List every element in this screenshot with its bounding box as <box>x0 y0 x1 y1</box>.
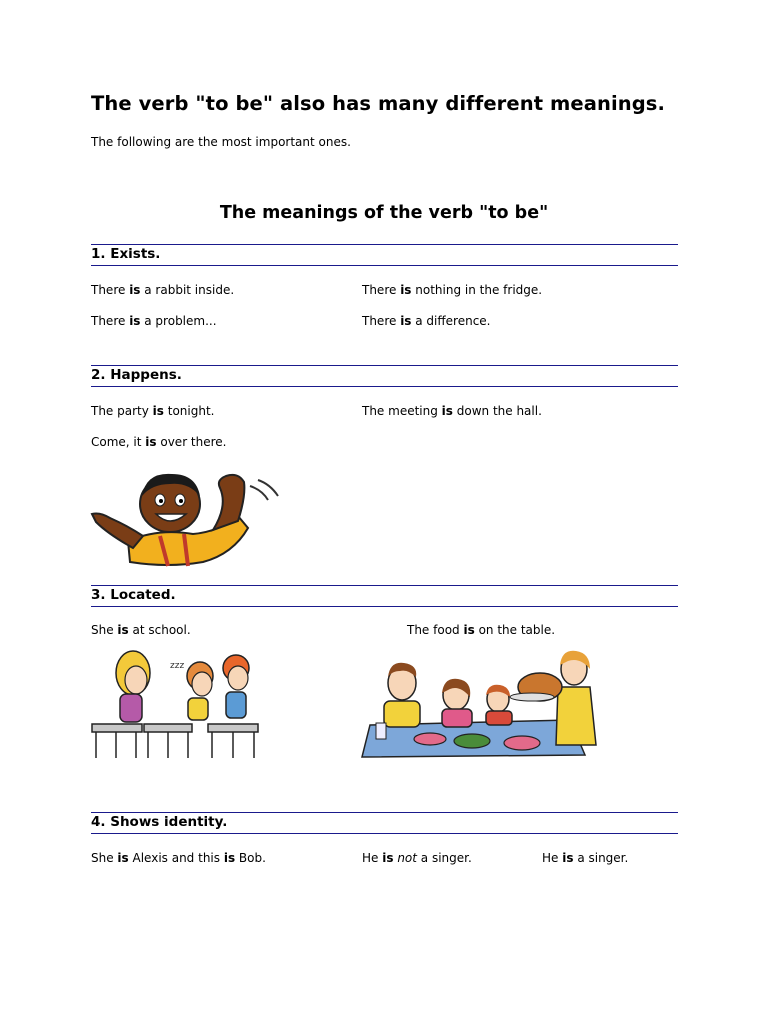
example-sentence: The food is on the table. <box>407 623 556 637</box>
section-heading: The meanings of the verb "to be" <box>219 203 549 223</box>
example-sentence: There is a rabbit inside. <box>91 283 235 297</box>
section-header-label: 3. Located. <box>91 587 176 603</box>
section-header-happens <box>91 365 678 387</box>
example-sentence: The party is tonight. <box>91 404 215 418</box>
section-header-label: 1. Exists. <box>91 246 161 262</box>
students-illustration <box>88 638 263 763</box>
example-sentence: He is a singer. <box>542 851 629 865</box>
section-header-located <box>91 585 678 607</box>
example-sentence: There is a problem... <box>91 314 217 328</box>
section-header-label: 4. Shows identity. <box>91 814 228 830</box>
section-header-label: 2. Happens. <box>91 367 182 383</box>
example-sentence: He is not a singer. <box>362 851 472 865</box>
example-sentence: The meeting is down the hall. <box>362 404 542 418</box>
svg-text:zzz: zzz <box>170 661 185 671</box>
example-sentence: There is nothing in the fridge. <box>362 283 543 297</box>
intro-text: The following are the most important ones. <box>91 135 351 149</box>
example-sentence: She is at school. <box>91 623 191 637</box>
example-sentence: Come, it is over there. <box>91 435 227 449</box>
section-header-identity <box>91 812 678 834</box>
pointing-boy-illustration <box>88 466 283 571</box>
example-sentence: She is Alexis and this is Bob. <box>91 851 266 865</box>
example-sentence: There is a difference. <box>362 314 491 328</box>
family-dinner-illustration <box>360 645 600 765</box>
section-header-exists <box>91 244 678 266</box>
page-title: The verb "to be" also has many different meanings. <box>91 92 666 115</box>
